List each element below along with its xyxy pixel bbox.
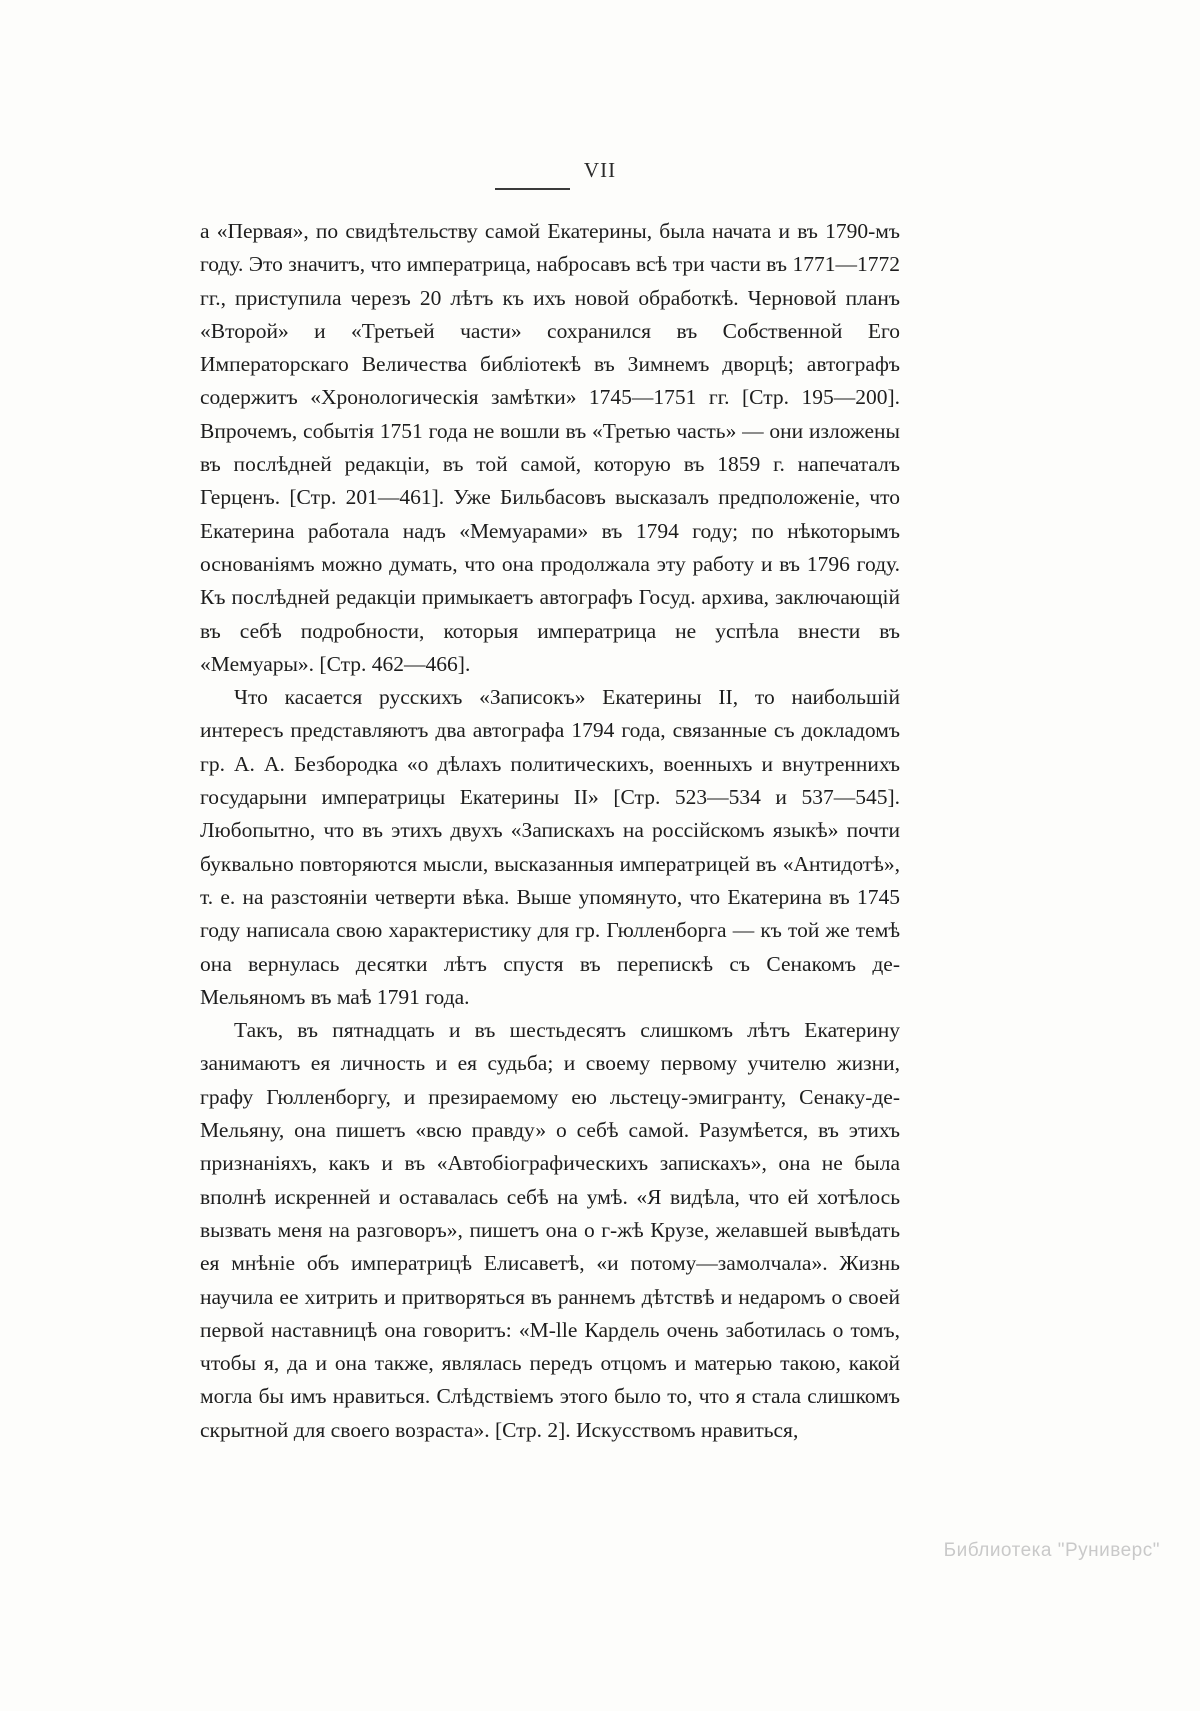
paragraph: Такъ, въ пятнадцать и въ шестьдесятъ слишкомъ лѣтъ Екатерину занимаютъ ея личность и ея судьба; и своему первому учителю жизни, графу Гюлленборгу, и презираемому ею льстецу-эмигранту, Сенаку-де-Мельяну, она пишетъ «всю правду» о себѣ самой. Разумѣется, въ этихъ признаніяхъ, какъ и въ «Автобіографическихъ запискахъ», она не была вполнѣ искренней и оставалась себѣ на умѣ. «Я видѣла, что ей хотѣлось вызвать меня на разговоръ», пишетъ она о г-жѣ Крузе, желавшей вывѣдать ея мнѣніе объ императрицѣ Елисаветѣ, «и потому—замолчала». Жизнь научила ее хитрить и притворяться въ раннемъ дѣтствѣ и недаромъ о своей первой наставницѣ она говоритъ: «M-lle Кардель очень заботилась о томъ, чтобы я, да и она также, являлась передъ отцомъ и матерью такою, какой могла бы имъ нравиться. Слѣдствіемъ этого было то, что я стала слишкомъ скрытной для своего возраста». [Стр. 2]. Искусствомъ нравиться, [200, 1018, 900, 1442]
paragraph: Что касается русскихъ «Записокъ» Екатерины II, то наибольшій интересъ представляютъ два автографа 1794 года, связанные съ докладомъ гр. А. А. Безбородка «о дѣлахъ политическихъ, военныхъ и внутреннихъ государыни императрицы Екатерины II» [Стр. 523—534 и 537—545]. Любопытно, что въ этихъ двухъ «Запискахъ на россійскомъ языкѣ» почти буквально повторяются мысли, высказанныя императрицей въ «Антидотѣ», т. е. на разстояніи четверти вѣка. Выше упомянуто, что Екатерина въ 1745 году написала свою характеристику для гр. Гюлленборга — къ той же темѣ она вернулась десятки лѣтъ спустя въ перепискѣ съ Сенакомъ де-Мельяномъ въ маѣ 1791 года. [200, 685, 900, 1009]
paragraph: а «Первая», по свидѣтельству самой Екатерины, была начата и въ 1790-мъ году. Это значитъ, что императрица, набросавъ всѣ три части въ 1771—1772 гг., приступила черезъ 20 лѣтъ къ ихъ новой обработкѣ. Черновой планъ «Второй» и «Третьей части» сохранился въ Собственной Его Императорскаго Величества библіотекѣ въ Зимнемъ дворцѣ; автографъ содержитъ «Хронологическія замѣтки» 1745—1751 гг. [Стр. 195—200]. Впрочемъ, событія 1751 года не вошли въ «Третью часть» — они изложены въ послѣдней редакціи, въ той самой, которую въ 1859 г. напечаталъ Герценъ. [Стр. 201—461]. Уже Бильбасовъ высказалъ предположеніе, что Екатерина работала надъ «Мемуарами» въ 1794 году; по нѣкоторымъ основаніямъ можно думать, что она продолжала эту работу и въ 1796 году. Къ послѣдней редакціи примыкаетъ автографъ Госуд. архива, заключающій въ себѣ подробности, которыя императрица не успѣла внести въ «Мемуары». [Стр. 462—466]. [200, 219, 900, 676]
header-rule [495, 188, 570, 190]
page-number: VII [583, 158, 617, 182]
library-watermark: Библиотека "Руниверс" [943, 1540, 1160, 1561]
page-body [200, 215, 900, 1447]
